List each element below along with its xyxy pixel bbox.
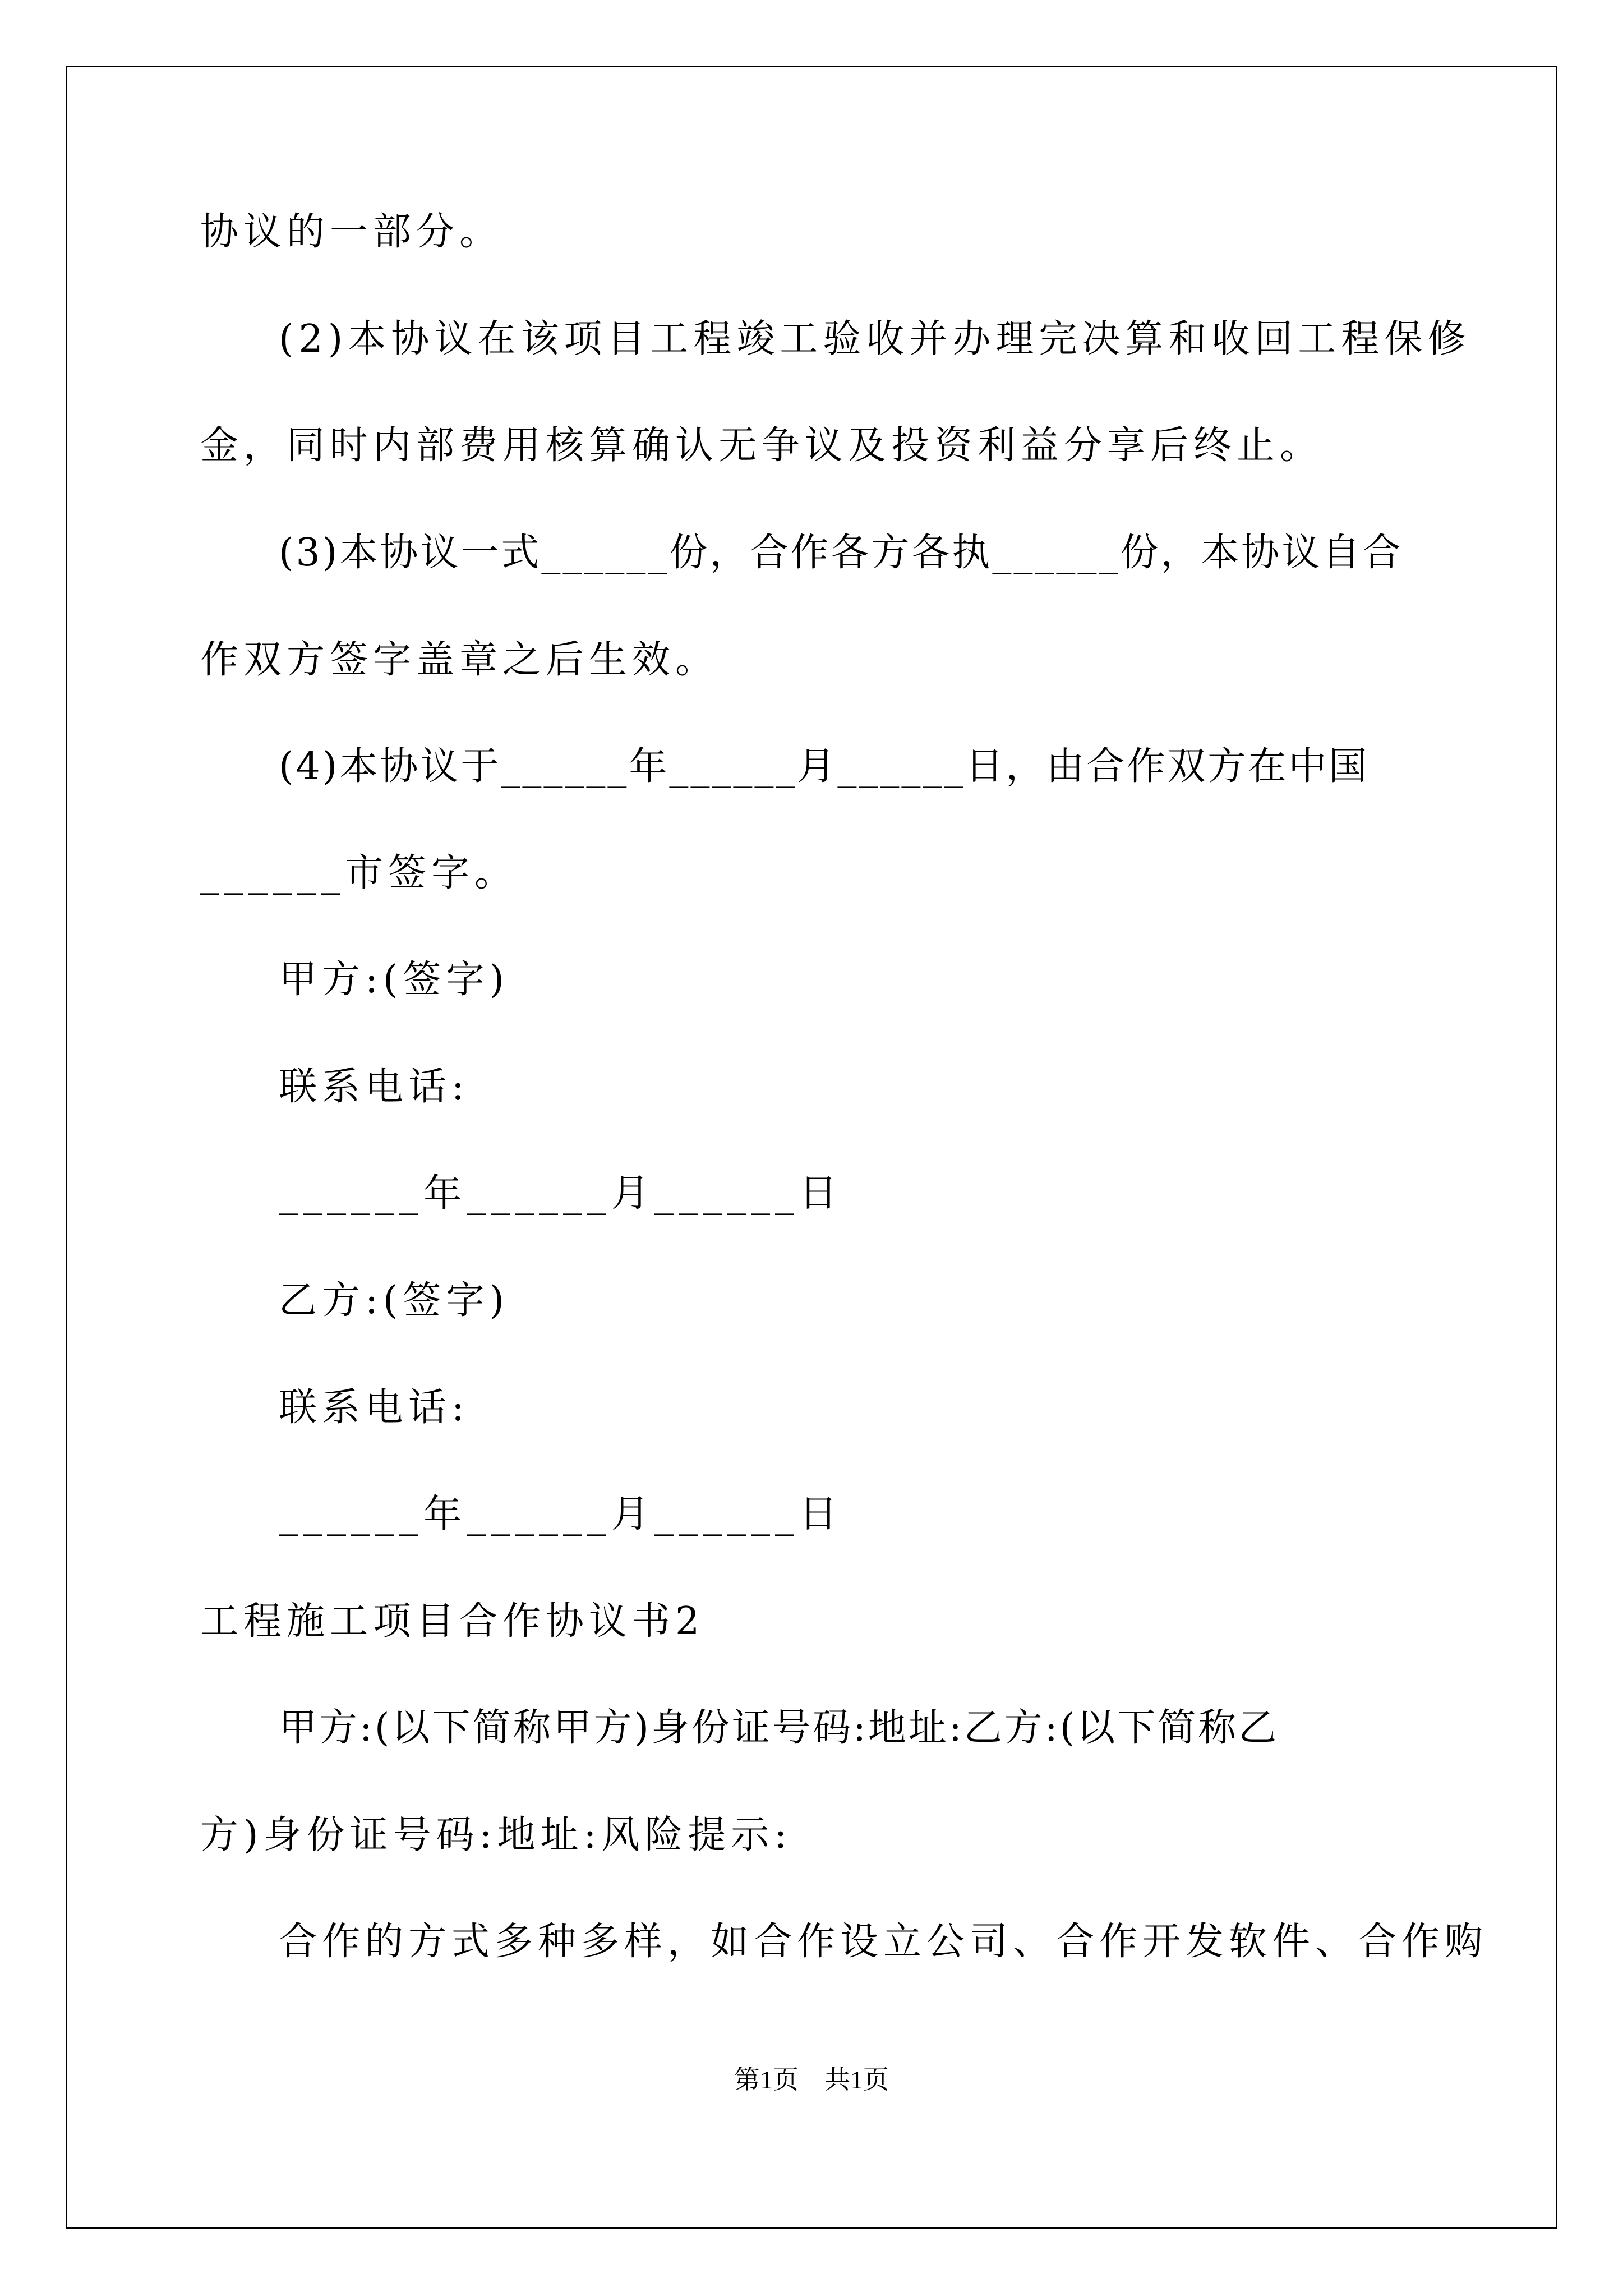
section-title: 工程施工项目合作协议书2	[200, 1599, 705, 1644]
text-line-7: ______市签字。	[200, 851, 518, 895]
page-footer: 第1页 共1页	[734, 2065, 889, 2094]
text-line-6: (4)本协议于______年______月______日，由合作双方在中国	[279, 744, 1370, 789]
text-line-2: (2)本协议在该项目工程竣工验收并办理完决算和收回工程保修	[279, 317, 1471, 361]
party-a-phone: 联系电话:	[279, 1065, 469, 1109]
text-line-17: 合作的方式多种多样，如合作设立公司、合作开发软件、合作购	[279, 1920, 1488, 1964]
text-line-15: 甲方:(以下简称甲方)身份证号码:地址:乙方:(以下简称乙	[279, 1706, 1279, 1750]
text-line-5: 作双方签字盖章之后生效。	[200, 638, 719, 682]
text-line-3: 金，同时内部费用核算确认无争议及投资利益分享后终止。	[200, 424, 1324, 468]
party-b-date: ______年______月______日	[279, 1492, 843, 1536]
text-line-16: 方)身份证号码:地址:风险提示:	[200, 1813, 792, 1857]
text-line-1: 协议的一部分。	[200, 210, 503, 254]
page-border	[66, 66, 1557, 2229]
party-a-date: ______年______月______日	[279, 1171, 843, 1216]
text-line-4: (3)本协议一式______份，合作各方各执______份，本协议自合	[279, 531, 1403, 575]
party-a-signature: 甲方:(签字)	[279, 958, 509, 1002]
party-b-signature: 乙方:(签字)	[279, 1278, 509, 1323]
party-b-phone: 联系电话:	[279, 1386, 469, 1430]
